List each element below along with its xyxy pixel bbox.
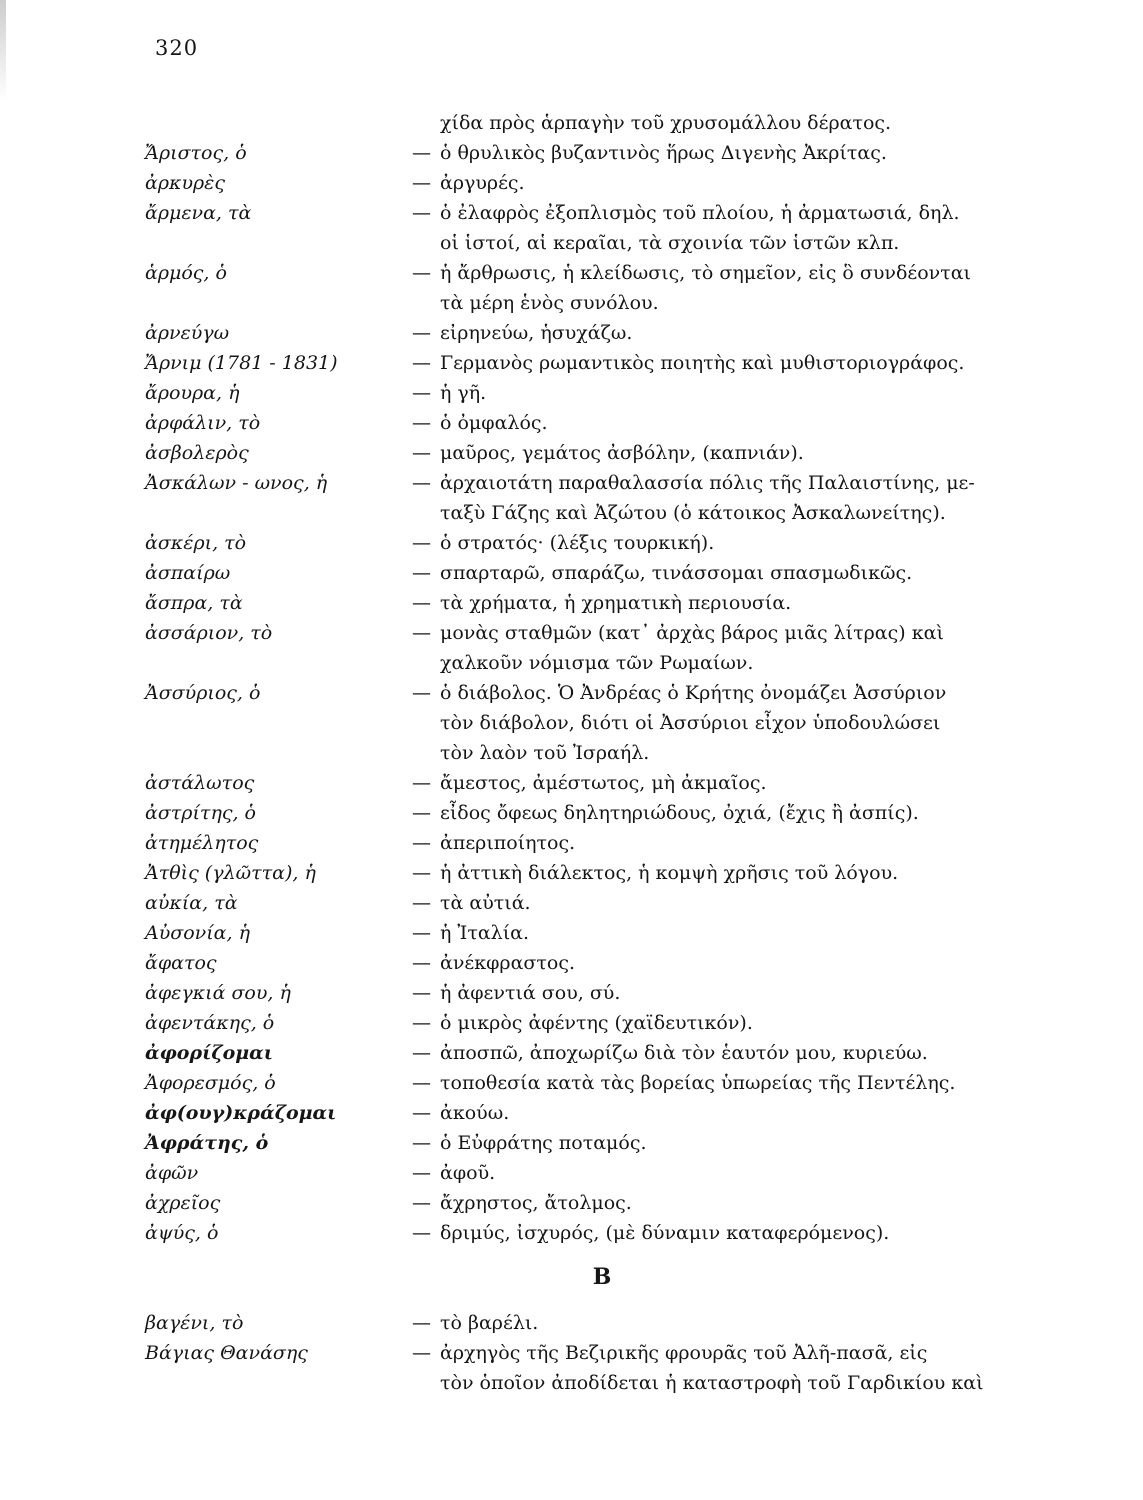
entry-term: Βάγιας Θανάσης	[145, 1342, 308, 1364]
glossary-entry	[0, 1068, 1143, 1098]
entry-term: Ἄρνιμ (1781 - 1831)	[145, 352, 338, 374]
definition-line: τὰ χρήματα, ἡ χρηματικὴ περιουσία.	[440, 592, 792, 614]
definition-line: χαλκοῦν νόμισμα τῶν Ρωμαίων.	[440, 652, 754, 674]
glossary-entry	[0, 948, 1143, 978]
definition-dash: —	[412, 1222, 431, 1244]
entry-term: Ἀτθὶς (γλῶττα), ἡ	[145, 862, 316, 884]
entry-definition	[412, 1128, 1034, 1158]
entry-definition	[412, 588, 1034, 618]
entry-definition	[412, 978, 1034, 1008]
intro-continuation	[0, 108, 1143, 138]
definition-line: ἡ γῆ.	[440, 382, 487, 404]
definition-line: μονὰς σταθμῶν (κατ᾽ ἀρχὰς βάρος μιᾶς λίτρας) καὶ	[440, 622, 944, 644]
definition-line: ὁ μικρὸς ἀφέντης (χαϊδευτικόν).	[440, 1012, 753, 1034]
entry-term: ἀσβολερὸς	[145, 442, 249, 464]
entry-term: ἀσπαίρω	[145, 562, 231, 584]
definition-dash: —	[412, 1162, 431, 1184]
definition-dash: —	[412, 562, 431, 584]
glossary-entry	[0, 258, 1143, 318]
entry-definition	[412, 1188, 1034, 1218]
definition-dash: —	[412, 382, 431, 404]
section-letter-heading: Β	[592, 1264, 612, 1290]
definition-line: ἡ ἄρθρωσις, ἡ κλείδωσις, τὸ σημεῖον, εἰς ὃ συνδέονται	[440, 262, 972, 284]
glossary-entry	[0, 1158, 1143, 1188]
entry-definition	[412, 1008, 1034, 1038]
definition-dash: —	[412, 352, 431, 374]
entry-term: βαγένι, τὸ	[145, 1312, 244, 1334]
entry-term: ἄσπρα, τὰ	[145, 592, 243, 614]
entry-definition	[412, 348, 1034, 378]
definition-line: τὰ αὐτιά.	[440, 892, 531, 914]
definition-dash: —	[412, 1072, 431, 1094]
entry-term: Ἀσκάλων - ωνος, ἡ	[145, 472, 328, 494]
entry-definition	[412, 408, 1034, 438]
glossary-entry	[0, 528, 1143, 558]
definition-dash: —	[412, 862, 431, 884]
entry-definition	[412, 378, 1034, 408]
entries-beta	[0, 1308, 1143, 1398]
definition-dash: —	[412, 1012, 431, 1034]
definition-line: ἀπεριποίητος.	[440, 832, 576, 854]
glossary-entry	[0, 1338, 1143, 1398]
entry-term: ἀφορίζομαι	[145, 1042, 273, 1064]
entry-definition	[412, 558, 1034, 588]
glossary-entry	[0, 978, 1143, 1008]
definition-dash: —	[412, 532, 431, 554]
entry-term: ἀρνεύγω	[145, 322, 230, 344]
entry-term: ἀσκέρι, τὸ	[145, 532, 247, 554]
definition-line: ἡ ἀττικὴ διάλεκτος, ἡ κομψὴ χρῆσις τοῦ λόγου.	[440, 862, 899, 884]
glossary-entry	[0, 618, 1143, 678]
glossary-entry	[0, 858, 1143, 888]
definition-line: μαῦρος, γεμάτος ἀσβόλην, (καπνιάν).	[440, 442, 804, 464]
entry-definition	[412, 1098, 1034, 1128]
definition-line: ἡ ἀφεντιά σου, σύ.	[440, 982, 621, 1004]
definition-line: Γερμανὸς ρωμαντικὸς ποιητὴς καὶ μυθιστοριογράφος.	[440, 352, 965, 374]
entry-term: Αὐσονία, ἡ	[145, 922, 250, 944]
definition-line: ἀνέκφραστος.	[440, 952, 576, 974]
definition-dash: —	[412, 592, 431, 614]
glossary-entry	[0, 468, 1143, 528]
entry-term: ἀσσάριον, τὸ	[145, 622, 273, 644]
glossary	[0, 108, 1143, 1398]
definition-dash: —	[412, 982, 431, 1004]
glossary-entry	[0, 198, 1143, 258]
definition-dash: —	[412, 1102, 431, 1124]
definition-line: τοποθεσία κατὰ τὰς βορείας ὑπωρείας τῆς Πεντέλης.	[440, 1072, 956, 1094]
glossary-entry	[0, 1098, 1143, 1128]
definition-line: τὰ μέρη ἑνὸς συνόλου.	[440, 292, 659, 314]
entry-definition	[412, 1038, 1034, 1068]
glossary-entry	[0, 828, 1143, 858]
definition-line: τὸν ὁποῖον ἀποδίδεται ἡ καταστροφὴ τοῦ Γαρδικίου καὶ	[440, 1372, 984, 1394]
definition-line: ἀρχαιοτάτη παραθαλασσία πόλις τῆς Παλαιστίνης, με-	[440, 472, 975, 494]
entry-definition	[412, 828, 1034, 858]
entry-term: ἀστάλωτος	[145, 772, 255, 794]
entry-term: αὐκία, τὰ	[145, 892, 238, 914]
definition-line: ἀφοῦ.	[440, 1162, 496, 1184]
definition-dash: —	[412, 832, 431, 854]
glossary-entry	[0, 438, 1143, 468]
definition-line: δριμύς, ἰσχυρός, (μὲ δύναμιν καταφερόμενος).	[440, 1222, 890, 1244]
definition-line: ὁ στρατός· (λέξις τουρκική).	[440, 532, 715, 554]
glossary-entry	[0, 768, 1143, 798]
definition-line: χίδα πρὸς ἁρπαγὴν τοῦ χρυσομάλλου δέρατος.	[440, 112, 892, 134]
entry-definition	[412, 258, 1034, 318]
definition-dash: —	[412, 202, 431, 224]
definition-line: τὸ βαρέλι.	[440, 1312, 539, 1334]
entry-definition	[412, 1308, 1034, 1338]
entry-definition	[412, 618, 1034, 678]
definition-dash: —	[412, 322, 431, 344]
entry-definition	[412, 888, 1034, 918]
entry-term: ἀφ(ουγ)κράζομαι	[145, 1102, 337, 1124]
definition-line: ἀποσπῶ, ἀποχωρίζω διὰ τὸν ἑαυτόν μου, κυριεύω.	[440, 1042, 928, 1064]
entry-term: Ἄριστος, ὁ	[145, 142, 247, 164]
definition-dash: —	[412, 1342, 431, 1364]
definition-dash: —	[412, 1192, 431, 1214]
glossary-entry	[0, 1308, 1143, 1338]
entry-term: ἀρκυρὲς	[145, 172, 226, 194]
entry-definition	[412, 168, 1034, 198]
entry-term: ἀφεγκιά σου, ἡ	[145, 982, 291, 1004]
definition-line: σπαρταρῶ, σπαράζω, τινάσσομαι σπασμωδικῶς.	[440, 562, 913, 584]
entry-definition	[412, 1218, 1034, 1248]
entry-definition	[412, 678, 1034, 768]
entry-term: ἀτημέλητος	[145, 832, 259, 854]
definition-dash: —	[412, 142, 431, 164]
entries-alpha	[0, 138, 1143, 1248]
entry-term: ἀφεντάκης, ὁ	[145, 1012, 275, 1034]
entry-term: ἀφῶν	[145, 1162, 199, 1184]
entry-definition	[412, 1068, 1034, 1098]
definition-dash: —	[412, 262, 431, 284]
definition-dash: —	[412, 472, 431, 494]
definition-line: ὁ ἐλαφρὸς ἐξοπλισμὸς τοῦ πλοίου, ἡ ἀρματωσιά, δηλ.	[440, 202, 960, 224]
definition-dash: —	[412, 172, 431, 194]
definition-line: οἱ ἱστοί, αἱ κεραῖαι, τὰ σχοινία τῶν ἱστῶν κλπ.	[440, 232, 900, 254]
definition-line: ὁ θρυλικὸς βυζαντινὸς ἥρως Διγενὴς Ἀκρίτας.	[440, 142, 887, 164]
entry-term: Ἀφορεσμός, ὁ	[145, 1072, 276, 1094]
definition-line: εἰρηνεύω, ἡσυχάζω.	[440, 322, 633, 344]
glossary-entry	[0, 588, 1143, 618]
entry-definition	[412, 948, 1034, 978]
definition-dash: —	[412, 622, 431, 644]
glossary-entry	[0, 408, 1143, 438]
entry-term: ἄρουρα, ἡ	[145, 382, 240, 404]
definition-line: ὁ ὀμφαλός.	[440, 412, 548, 434]
definition	[412, 108, 1034, 138]
entry-definition	[412, 1158, 1034, 1188]
entry-term: ἀχρεῖος	[145, 1192, 221, 1214]
entry-term: ἄρμενα, τὰ	[145, 202, 252, 224]
glossary-entry	[0, 918, 1143, 948]
definition-dash: —	[412, 922, 431, 944]
definition-dash: —	[412, 442, 431, 464]
glossary-entry	[0, 888, 1143, 918]
page-number: 320	[155, 36, 199, 60]
definition-line: τὸν λαὸν τοῦ Ἰσραήλ.	[440, 742, 650, 764]
glossary-entry	[0, 1128, 1143, 1158]
glossary-entry	[0, 348, 1143, 378]
entry-definition	[412, 528, 1034, 558]
entry-term: Ἀσσύριος, ὁ	[145, 682, 261, 704]
glossary-entry	[0, 678, 1143, 768]
definition-dash: —	[412, 1042, 431, 1064]
entry-definition	[412, 318, 1034, 348]
definition-line: ἡ Ἰταλία.	[440, 922, 530, 944]
definition-line: ταξὺ Γάζης καὶ Ἀζώτου (ὁ κάτοικος Ἀσκαλωνείτης).	[440, 502, 946, 524]
glossary-entry	[0, 1038, 1143, 1068]
definition-line: ἀρχηγὸς τῆς Βεζιρικῆς φρουρᾶς τοῦ Ἀλῆ-πασᾶ, εἰς	[440, 1342, 928, 1364]
definition-line: ὁ Εὐφράτης ποταμός.	[440, 1132, 647, 1154]
definition-dash: —	[412, 682, 431, 704]
entry-term: ἀρφάλιν, τὸ	[145, 412, 261, 434]
glossary-entry	[0, 1008, 1143, 1038]
entry-definition	[412, 1338, 1034, 1398]
glossary-entry	[0, 798, 1143, 828]
definition-dash: —	[412, 1312, 431, 1334]
entry-term: ἀστρίτης, ὁ	[145, 802, 256, 824]
entry-definition	[412, 468, 1034, 528]
glossary-entry	[0, 378, 1143, 408]
entry-term: ἄφατος	[145, 952, 217, 974]
entry-term: ἁρμός, ὁ	[145, 262, 227, 284]
definition-line: ἀκούω.	[440, 1102, 510, 1124]
entry-definition	[412, 138, 1034, 168]
entry-term: ἀψύς, ὁ	[145, 1222, 219, 1244]
glossary-entry	[0, 168, 1143, 198]
glossary-entry	[0, 1218, 1143, 1248]
definition-line: ἄμεστος, ἀμέστωτος, μὴ ἀκμαῖος.	[440, 772, 767, 794]
definition-dash: —	[412, 892, 431, 914]
definition-dash: —	[412, 772, 431, 794]
definition-line: ἀργυρές.	[440, 172, 525, 194]
entry-definition	[412, 918, 1034, 948]
definition-dash: —	[412, 952, 431, 974]
definition-line: ἄχρηστος, ἄτολμος.	[440, 1192, 632, 1214]
glossary-entry	[0, 318, 1143, 348]
entry-definition	[412, 798, 1034, 828]
definition-line: τὸν διάβολον, διότι οἱ Ἀσσύριοι εἶχον ὑποδουλώσει	[440, 712, 941, 734]
entry-term: Ἀφράτης, ὁ	[145, 1132, 269, 1154]
definition-dash: —	[412, 1132, 431, 1154]
definition-line: εἶδος ὄφεως δηλητηριώδους, ὀχιά, (ἔχις ἢ ἀσπίς).	[440, 802, 919, 824]
definition-line: ὁ διάβολος. Ὁ Ἀνδρέας ὁ Κρήτης ὀνομάζει Ἀσσύριον	[440, 682, 947, 704]
entry-definition	[412, 768, 1034, 798]
entry-definition	[412, 858, 1034, 888]
glossary-entry	[0, 138, 1143, 168]
scan-edge-shadow	[0, 0, 6, 100]
definition-dash: —	[412, 802, 431, 824]
entry-definition	[412, 438, 1034, 468]
entry-definition	[412, 198, 1034, 258]
glossary-entry	[0, 1188, 1143, 1218]
definition-dash: —	[412, 412, 431, 434]
glossary-entry	[0, 558, 1143, 588]
